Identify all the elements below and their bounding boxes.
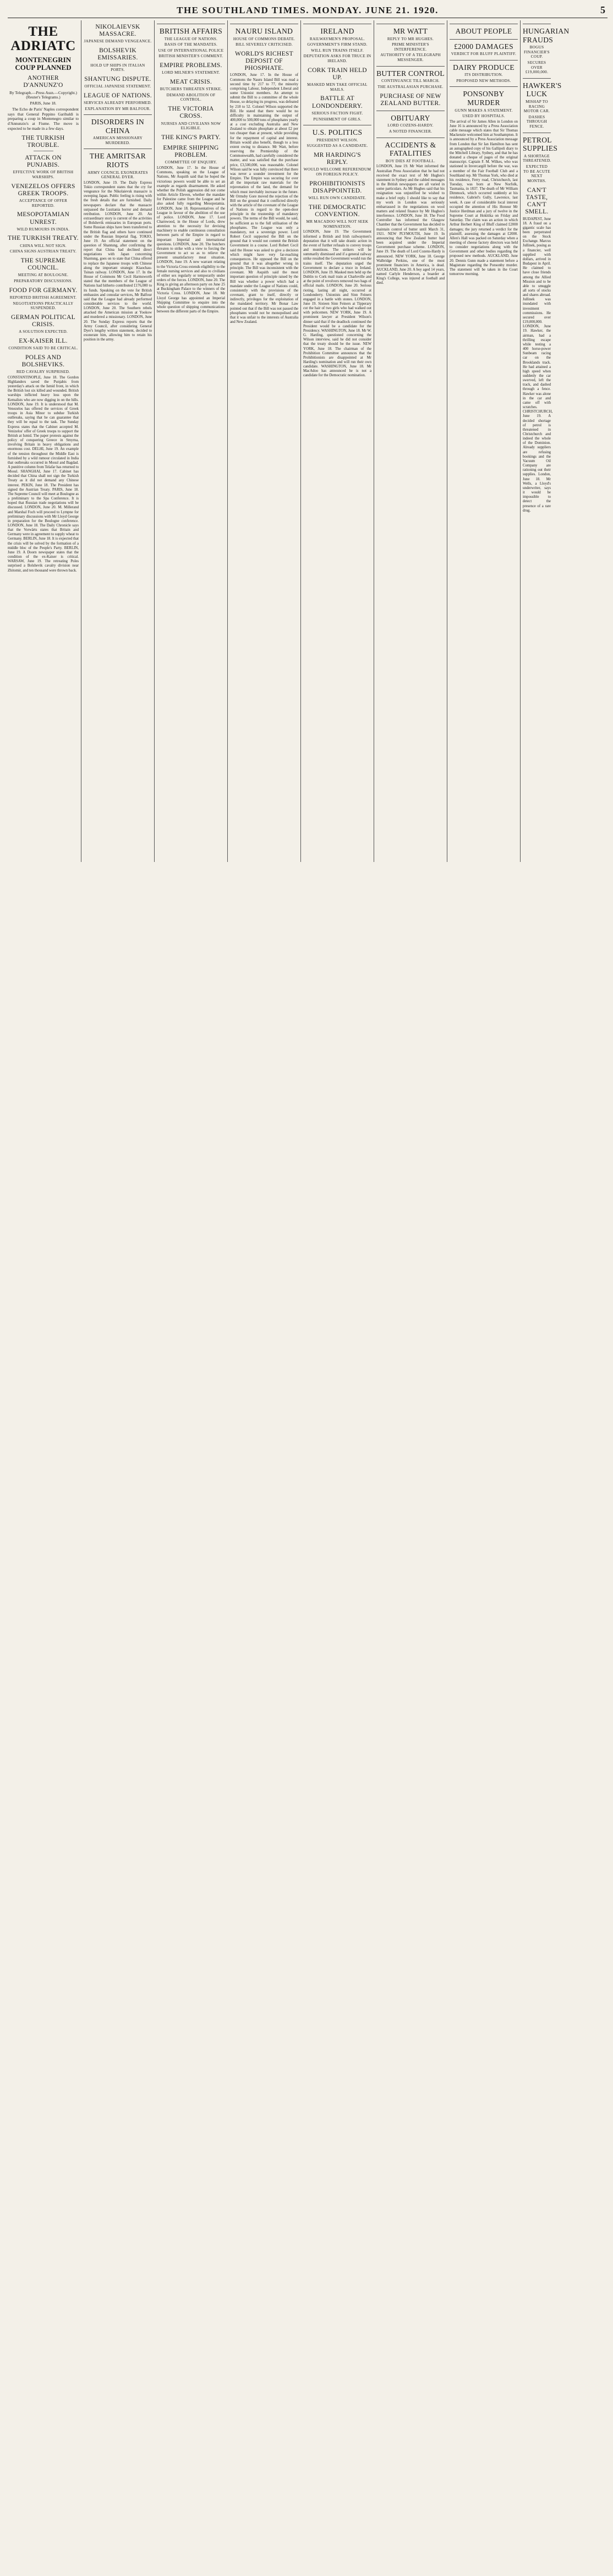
section-heading: DISORDERS IN CHINA: [84, 114, 152, 135]
column-6: [374, 20, 447, 862]
section-heading: PURCHASE OF NEW ZEALAND BUTTER.: [380, 92, 441, 107]
section-heading: BOLSHEVIK EMISSARIES.: [97, 47, 138, 62]
section-subheading: REPORTED BRITISH AGREEMENT.: [9, 295, 77, 300]
section-heading: THE KING'S PARTY.: [161, 134, 221, 141]
section-heading: DAIRY PRODUCE: [450, 60, 518, 72]
body-copy: LONDON, June 17. In the House of Commons the Nauru Island Bill was read a second time by 217 to 77, the minority comprising Labour, Independent Liberal and some Unionist members. An attempt to submit the Bill to a committee of the whole House, so delaying its progress, was defeated by 218 to 52. Colonel Wilson supported the Bill. He stated that there would be no difficulty in maintaining the output of 400,000 to 500,000 tons of phosphates yearly at a cost excluding Australia and New Zealand to obtain phosphate at about £2 per ton cheaper than at present, while providing for the repayment of capital and interest. Britain would also benefit, though to a less extent owing to distance. Mr Watt, before reserving the Premiership of the Commonwealth, had carefully considered the matter, and was satisfied that the purchase price, £3,500,000, was reasonable. Colonel Wilson said he was fully convinced that there was never a sounder investment for the Empire. The Empire was securing for over all the important raw materials for the rejuvenation of the land, the demand for which must inevitably increase in the future. Mr Ormsby Gore moved the rejection of the Bill on the ground that it conflicted directly with the article of the covenant of the League of Nations in regard to the open-door principle in the trusteeship of mandatory powers. The terms of the Bill would, he said, be sufficient as to the full utilisation of the phosphates. The League was only a mandatory, not a sovereign power. Lord Robert Cecil supported the Bill on the ground that it would not commit the British Government in a course. Lord Robert Cecil said the House was asked to give a decision which might have very far-reaching consequences. He opposed the Bill on the ground that it was altogether wrong in principle. The Bill was inconsistent with the covenant. Mr Asquith said the most important question of principle raised by the Bill was whether a power which had a mandate under the League of Nations could, consistently with the provisions of the covenant, grant to itself, directly or indirectly, privileges for the exploitation of the mandated territory. Mr Bonar Law pointed out that if the Bill was not passed the phosphates would not be monopolised and that it was unfair to the interests of Australia and New Zealand.: [230, 73, 298, 325]
section-heading: U.S. POLITICS: [303, 125, 371, 137]
section-subheading: GOVERNMENT'S FIRM STAND.: [307, 42, 368, 47]
section-subheading: SERVICES ALREADY PERFORMED.: [84, 100, 152, 105]
section-heading: EMPIRE PROBLEMS.: [160, 62, 222, 69]
body-copy: The arrival of Sir James Allen in London on June 16 is announced by a Press Association cable message which states that Sir Thomas Mackenzie welcomed him at Southampton. It is announced by a Press Association message from London that Sir Ian Hamilton has sent an autographed copy of his Gallipoli diary to the Mitchell Library, Sydney, and that he has donated a cheque of pages of the original manuscript. Captain F. M. Wilkes, who was stationed in Invercargill before the war, was a member of the Fair Football Club and a Southland rep. Mr Thomas York, who died at his residence, Ferry road, Christchurch, last Tuesday, was born at New Norfolk, Tasmania, in 1837. The death of Mr William Dimmock, which occurred suddenly at his residence, Gabriel's Gully, Lawrence, last week. A case of considerable local interest occupied the attention of His Honour Mr Justice Herdman and a jury of twelve in the Supreme Court at Hokitika on Friday and Saturday. The claim was an action in which Arthur Herbert King of Bluff claimed £2000 damages; the jury returned a verdict for the plaintiff, assessing the damages at £2000. Allen's Hall was packed on Saturday when a meeting of cheese factory directors was held to consider negotiations along with the Government and other bodies regarding the proposed new methods. AUCKLAND, June 20. Dennis Gunn made a statement before a Magistrate regarding the Ponsonby murder. The statement will be taken in the Court tomorrow morning.: [450, 119, 518, 277]
section-subheading: GUNN MAKES A STATEMENT.: [455, 108, 513, 113]
section-subheading: ITS DISTRIBUTION.: [464, 73, 503, 78]
section-heading: HUNGARIAN FRAUDS: [523, 24, 551, 44]
section-subheading: WOULD WELCOME REFERENDUM ON FOREIGN POLICY.: [303, 167, 371, 177]
section-subheading: CHINA SIGNS AUSTRIAN TREATY.: [9, 249, 77, 254]
section-subheading: BRITISH MINISTER'S COMMENT.: [158, 54, 223, 59]
section-subheading: USED BY HOSPITALS.: [462, 114, 505, 119]
section-heading: HAWKER'S LUCK: [523, 78, 551, 98]
section-heading: MR WATT: [376, 24, 445, 36]
section-subheading: JAPANESE DEMAND VENGEANCE.: [84, 39, 152, 44]
section-heading: ACCIDENTS & FATALITIES: [376, 138, 445, 158]
section-subheading: WILL RUN TRAINS ITSELF.: [311, 48, 364, 53]
section-subheading: PREPARATORY DISCUSSIONS.: [14, 279, 73, 284]
dateline: PARIS, June 18.: [30, 101, 57, 106]
section-subheading: PUNISHMENT OF GIRLS.: [313, 117, 362, 122]
section-heading: SHANTUNG DISPUTE.: [84, 75, 151, 83]
section-heading: BUTTER CONTROL: [376, 66, 445, 78]
section-subheading: AMERICAN MISSIONARY MURDERED.: [92, 136, 143, 145]
section-subheading: PROPOSED NEW METHODS.: [456, 78, 511, 83]
section-heading: THE AMRITSAR RIOTS: [84, 149, 152, 169]
section-subheading: NEGOTIATIONS PRACTICALLY SUSPENDED.: [13, 301, 74, 311]
section-subheading: NURSES AND CIVILIANS NOW ELIGIBLE.: [161, 121, 221, 131]
section-heading: GERMAN POLITICAL CRISIS.: [11, 314, 75, 328]
section-subheading: LORD MILNER'S STATEMENT.: [162, 70, 220, 75]
column-5: [300, 20, 374, 862]
section-heading: ATTACK ON PUNJABIS.: [25, 154, 62, 169]
lead-subheadline: MONTENEGRIN COUP PLANNED: [15, 55, 72, 72]
body-copy: BUDAPEST, June 18. A fraud on a gigantic scale has been perpetrated on the Stock Exchange. Marcus Jullinek, posing as a financier, well supplied with dollars, arrived in Budapest in April. He claimed to have close friends among the Allied Mission and to be able to smuggle all sorts of stocks and shares abroad. Jullinek was inundated with investment commissions. He secured over £19,000,000. LONDON, June 19. Hawker, the airman, had a thrilling escape while testing a 400 horse-power Sunbeam racing car on the Brooklands track. He had attained a high speed when suddenly the car swerved, left the track, and dashed through a fence. Hawker was alone in the car and came off with scratches. CHRISTCHURCH, June 19. A decided shortage of petrol is threatened in Christchurch and indeed the whole of the Dominion. Already suppliers are refusing bookings and the Vacuum Oil Company are rationing out their supplies. London, June 18. Mr Wells, a Lloyd's underwriter, says it would be impossible to detect the presence of a rare drug.: [523, 217, 553, 513]
section-subheading: SECURES OVER £19,000,000.: [525, 60, 549, 75]
body-copy: LONDON, June 19. The Daily Express Tokio correspondent states that the cry for vengeance for the Nikolaievsk massacre is sweeping Japan. Public feeling is rising with the fresh details that are furnished. Daily newspapers declare that the massacre surpassed the Lusitania horror and demand retribution. LONDON, June 20. An extraordinary story is current of the activities of Bolshevik emissaries in European ports. Some Russian ships have been transferred to the British flag and others have continued under the Russian Imperial flag. TOKIO, June 19. An official statement on the question of Shantung, after confirming the report that China had declined direct negotiations with Japan concerning Shantung, goes on to state that China offered to replace the Japanese troops with Chinese along the important strategic Kiaochau-Tsinan railway. LONDON, June 17. In the House of Commons Mr Cecil Harmsworth stated that the members of the League of Nations had hitherto contributed £176,000 to its funds. Speaking on the vote for British embassies and consular services, Mr Balfour said that the League had already performed considerable services to the world. LONDON, June 20. The Southern rebels attacked the American mission at Yookow and murdered a missionary. LONDON, June 20. The Sunday Express reports that the Army Council, after considering General Dyer's lengthy written statement, decided to exonerate him, allowing him to retain his position in the army.: [84, 180, 152, 342]
section-heading: £2000 DAMAGES: [450, 39, 518, 51]
section-subheading: MASKED MEN TAKE OFFICIAL MAILS.: [307, 83, 368, 92]
section-subheading: REPLY TO MR HUGHES.: [387, 36, 434, 41]
lead-headline: THE ADRIATC: [10, 24, 76, 54]
section-subheading: ACCEPTANCE OF OFFER REPORTED.: [19, 199, 68, 208]
section-subheading: VERDICT FOR BLUFF PLAINTIFF.: [451, 52, 517, 57]
section-subheading: EXPLANATION BY MR BALFOUR.: [85, 106, 151, 111]
section-subheading: A SOLUTION EXPECTED.: [19, 329, 68, 334]
section-subheading: SUGGESTED AS A CANDIDATE.: [306, 144, 368, 149]
section-heading: BRITISH AFFAIRS: [157, 24, 225, 36]
masthead-title: THE SOUTHLAND TIMES. MONDAY. JUNE 21. 1920.: [177, 5, 439, 15]
section-subheading: WILL RUN OWN CANDIDATE.: [308, 196, 366, 201]
section-subheading: BUTCHERS THREATEN STRIKE.: [160, 87, 222, 92]
section-subheading: THE LEAGUE OF NATIONS.: [164, 36, 218, 41]
section-heading: POLES AND BOLSHEVIKS.: [21, 354, 65, 368]
section-heading: LEAGUE OF NATIONS.: [84, 92, 152, 99]
section-subheading: BILL SEVERELY CRITICISED.: [236, 42, 293, 47]
section-subheading: PRESIDENT WILSON.: [316, 138, 358, 142]
section-subheading: MEETING AT BOULOGNE.: [18, 273, 69, 278]
body-copy: LONDON, June 19. The Government informed a British and Irish railwaymen's deputation that it will take drastic action in the event of further refusals to convey troops and munitions. The strikers will be summarily dismissed and if a general railway strike resulted the Government would run the trains itself. The deputation urged the Government to declare a truce in Ireland. LONDON, June 19. Masked men held up the Dublin to Cork mail train at Charleville and at the point of revolvers removed two bags of official mails. LONDON, June 20. Serious rioting, lasting all night, occurred at Londonderry. Unionists and Sinn Feiners engaged in a battle with stones. LONDON, June 19. Sixteen Sinn Feiners at Tipperary cut the hair of two girls who had walked out with policemen. NEW YORK, June 19. A prominent lawyer at President Wilson's dinner said that if the deadlock continued the President would be a candidate for the Presidency. WASHINGTON, June 18. Mr W. G. Harding, questioned concerning the Wilson interview, said he did not consider that the treaty should be the issue. NEW YORK, June 18. The chairman of the Prohibition Committee announces that the Prohibitionists are disappointed at Mr Harding's nomination and will run their own candidate. WASHINGTON, June 18. Mr MacAdoo has announced he is not a candidate for the Democratic nomination.: [303, 230, 371, 378]
section-subheading: WILD RUMOURS IN INDIA.: [17, 227, 70, 232]
section-heading: MESOPOTAMIAN UNREST.: [17, 211, 70, 226]
body-copy: CONSTANTINOPLE, June 18. The Gordon Highlanders saved the Punjabis from yesterday's attack on the Ismid front, in which the British lost six killed and wounded. British warships inflicted heavy loss upon the Kemalists who are now digging in on the hills. LONDON, June 19. It is understood that M. Venezelos has offered the services of Greek troops in Asia Minor to subdue Turkish outbreaks, saying that he can guarantee that they will be equal to the task. The Sunday Express states that the Cabinet accepted M. Venizelos' offer of Greek troops to support the British at Ismid. The paper protests against the policy of conquering Greece in Smyrna, involving Britain in heavy obligations and enormous cost. DELHI, June 19. An example of the tension throughout the Middle East is furnished by a wild rumour circulated in India that outbreaks occurred in Mosul and Bagdad. A punitive column from Telafar has returned to Mosul. SHANGHAI, June 17. Cabinet has decided that China shall not sign the Turkish Treaty as it did not demand any Chinese interest. PEKIN, June 18. The President has signed the Austrian Treaty. PARIS, June 18. The Supreme Council will meet at Boulogne as a preliminary to the Spa Conference. It is hoped that Russian trade negotiations will be discussed. LONDON, June 20. M. Millerand and Marshal Foch will proceed to Lympne for preliminary discussions with Mr Lloyd George in preparation for the Boulogne conference. LONDON, June 18. The Daily Chronicle says that the Vorwärts states that Britain and Germany were in agreement to supply wheat to Germany. BERLIN, June 18. It is expected that the crisis will be solved by the formation of a middle bloc of the People's Party. BERLIN, June 19. A Doorn newspaper states that the condition of the ex-Kaiser is critical. WARSAW, June 19. The retreating Poles surprised a Bolshevik cavalry division near Zhitomir, and ten thousand were thrown back.: [8, 375, 79, 573]
section-heading: EMPIRE SHIPPING PROBLEM.: [163, 145, 219, 159]
section-subheading: OFFICIAL JAPANESE STATEMENT.: [84, 84, 151, 89]
credit-line: By Telegraph.—Press Assn.—Copyright.) (Reuter's Telegrams.): [9, 90, 77, 100]
section-heading: THE VICTORIA CROSS.: [168, 106, 214, 120]
section-heading: EX-KAISER ILL.: [19, 337, 68, 344]
section-subheading: CHINA WILL NOT SIGN.: [20, 243, 67, 248]
section-subheading: PRIME MINISTER'S INTERFERENCE.: [392, 42, 429, 52]
newspaper-page: [0, 0, 613, 864]
section-subheading: MISHAP TO RACING MOTOR CAR.: [523, 99, 550, 114]
section-heading: MR HARDING'S REPLY.: [314, 151, 361, 166]
section-subheading: EFFECTIVE WORK OF BRITISH WARSHIPS.: [13, 170, 74, 180]
section-heading: THE TURKISH TREATY.: [8, 235, 79, 242]
section-heading: PROHIBITIONISTS DISAPPOINTED.: [309, 180, 365, 194]
section-heading: BATTLE AT LONDONDERRY.: [312, 95, 363, 109]
lead-deck: ANOTHER D'ANNUNZ'O: [23, 75, 63, 89]
section-heading: IRELAND: [303, 24, 371, 36]
section-heading: VENEZELOS OFFERS GREEK TROOPS.: [11, 183, 75, 197]
section-subheading: THE AUSTRALASIAN PURCHASE.: [377, 84, 444, 89]
section-heading: NIKOLAIEVSK MASSACRE.: [95, 24, 140, 38]
section-heading: WORLD'S RICHEST DEPOSIT OF PHOSPHATE.: [235, 50, 293, 72]
section-subheading: RED CAVALRY SURPRISED.: [16, 370, 70, 375]
section-subheading: BOY DIES AT FOOTBALL.: [385, 158, 436, 163]
section-subheading: HOLD UP SHIPS IN ITALIAN PORTS.: [90, 63, 145, 73]
section-subheading: SERIOUS FACTION FIGHT.: [311, 111, 363, 116]
section-subheading: EXPECTED TO BE ACUTE NEXT MONTHS.: [523, 164, 551, 183]
column-8: [520, 20, 570, 862]
section-heading: PONSONBY MURDER: [450, 86, 518, 107]
section-heading: CORK TRAIN HELD UP.: [308, 67, 367, 81]
section-heading: THE TURKISH TROUBLE.: [21, 134, 65, 149]
section-subheading: CONTINUANCE TILL MARCH.: [381, 79, 440, 84]
section-heading: MEAT CRISIS.: [169, 78, 212, 85]
section-heading: THE DEMOCRATIC CONVENTION.: [308, 204, 366, 218]
body-copy: LONDON, June 19. Mr Watt informed the Australian Press Association that he had not received the exact text of Mr Hughes's statement in Sydney and the cabled messages in the British newspapers are all varied in some particulars. As Mr Hughes said that his resignation was unjustified he wished to make a brief reply. I should like to say that my work in London was seriously embarrassed in the negotiations on wool matters and related finance by Mr Hughes's interference. LONDON, June 18. The Food Controller has informed the Glasgow Chamber that the Government has decided to maintain control of butter until March 31, 1921. NEW PLYMOUTH, June 19. In announcing that New Zealand butter had been acquired under the Imperial Government purchase scheme. LONDON, June 19. The death of Lord Cozens-Hardy is announced. NEW YORK, June 18. George Walbridge Perkins, one of the most prominent financiers in America, is dead. AUCKLAND, June 20. A boy aged 14 years, named Carlyle Henderson, a boarder at King's College, was injured at football and died.: [376, 164, 445, 285]
masthead: [8, 3, 607, 18]
section-subheading: DEPUTATION ASKS FOR TRUCE IN IRELAND.: [303, 54, 371, 64]
section-subheading: DEMAND ABOLITION OF CONTROL.: [166, 92, 216, 102]
section-subheading: COMMITTEE OF ENQUIRY.: [165, 160, 217, 165]
section-subheading: USE OF INTERNATIONAL POLICE: [158, 48, 224, 53]
section-subheading: HOUSE OF COMMONS DEBATE.: [233, 36, 295, 41]
section-subheading: AUTHORITY OF A TELEGRAPH MESSENGER.: [380, 53, 441, 63]
column-4: [227, 20, 300, 862]
section-heading: OBITUARY: [376, 111, 445, 123]
section-subheading: A SHORTAGE THREATENED.: [523, 153, 551, 163]
column-3: [154, 20, 227, 862]
section-subheading: MR MACADOO WILL NOT SEEK NOMINATION.: [306, 219, 369, 229]
section-subheading: CONDITION SAID TO BE CRITICAL.: [8, 346, 78, 351]
column-7: [447, 20, 520, 862]
section-heading: PETROL SUPPLIES: [523, 133, 551, 153]
section-subheading: A NOTED FINANCIER.: [388, 129, 433, 134]
page-number: 5: [600, 4, 605, 15]
section-subheading: RAILWAYMEN'S PROPOSAL.: [309, 36, 365, 41]
section-subheading: BOGUS FINANCIER'S COUP.: [524, 45, 550, 59]
section-subheading: ARMY COUNCIL EXONERATES GENERAL DYER.: [87, 170, 148, 180]
section-subheading: DASHES THROUGH FENCE.: [526, 114, 548, 129]
column-1: [8, 20, 81, 862]
column-2: [81, 20, 154, 862]
section-subheading: BASIS OF THE MANDATES.: [164, 42, 218, 47]
section-subheading: LORD COZENS-HARDY.: [387, 123, 434, 128]
lead-paragraph: The Echo de Paris' Naples correspondent says that General Peppino Garibaldi is preparing a coup in Montenegro similar to d'Annunzio's at Fiume. The move is expected to be made in a few days.: [8, 106, 79, 131]
body-copy: LONDON, June 17. In the House of Commons, speaking on the League of Nations, Mr Asquith said that he hoped the victorious powers would be able to set an example as regards disarmament. He asked whether the Polish aggression did not come within Article Eleven, whether the mandate for Palestine came from the League and he also asked fully regarding Mesopotamia. LONDON, June 18. Representatives of the League in favour of the abolition of the use of police. LONDON, June 17. Lord Charnwood, in the House of Lords, drew attention to the necessity for devising machinery to enable continuous consultation between parts of the Empire in regard to important Imperial and international questions. LONDON, June 20. The butchers threaten to strike with a view to forcing the Government to act so as to relieve the present unsatisfactory meat situation. LONDON, June 19. A new warrant relating to the Victoria Cross extends eligibility to the female nursing services and also to civilians of either sex regularly or temporarily under orders of the forces. LONDON, June 20. The King is giving an afternoon party on June 25 at Buckingham Palace to the winners of the Victoria Cross. LONDON, June 18. Mr Lloyd George has appointed an Imperial Shipping Committee to enquire into the whole question of shipping communications between the different parts of the Empire.: [157, 166, 225, 314]
section-heading: NAURU ISLAND: [230, 24, 298, 36]
section-heading: FOOD FOR GERMANY.: [9, 287, 78, 294]
columns: [8, 20, 607, 862]
section-heading: CAN'T TASTE, CAN'T SMELL.: [525, 186, 549, 216]
section-heading: ABOUT PEOPLE: [450, 24, 518, 36]
section-heading: THE SUPREME COUNCIL.: [20, 257, 66, 272]
